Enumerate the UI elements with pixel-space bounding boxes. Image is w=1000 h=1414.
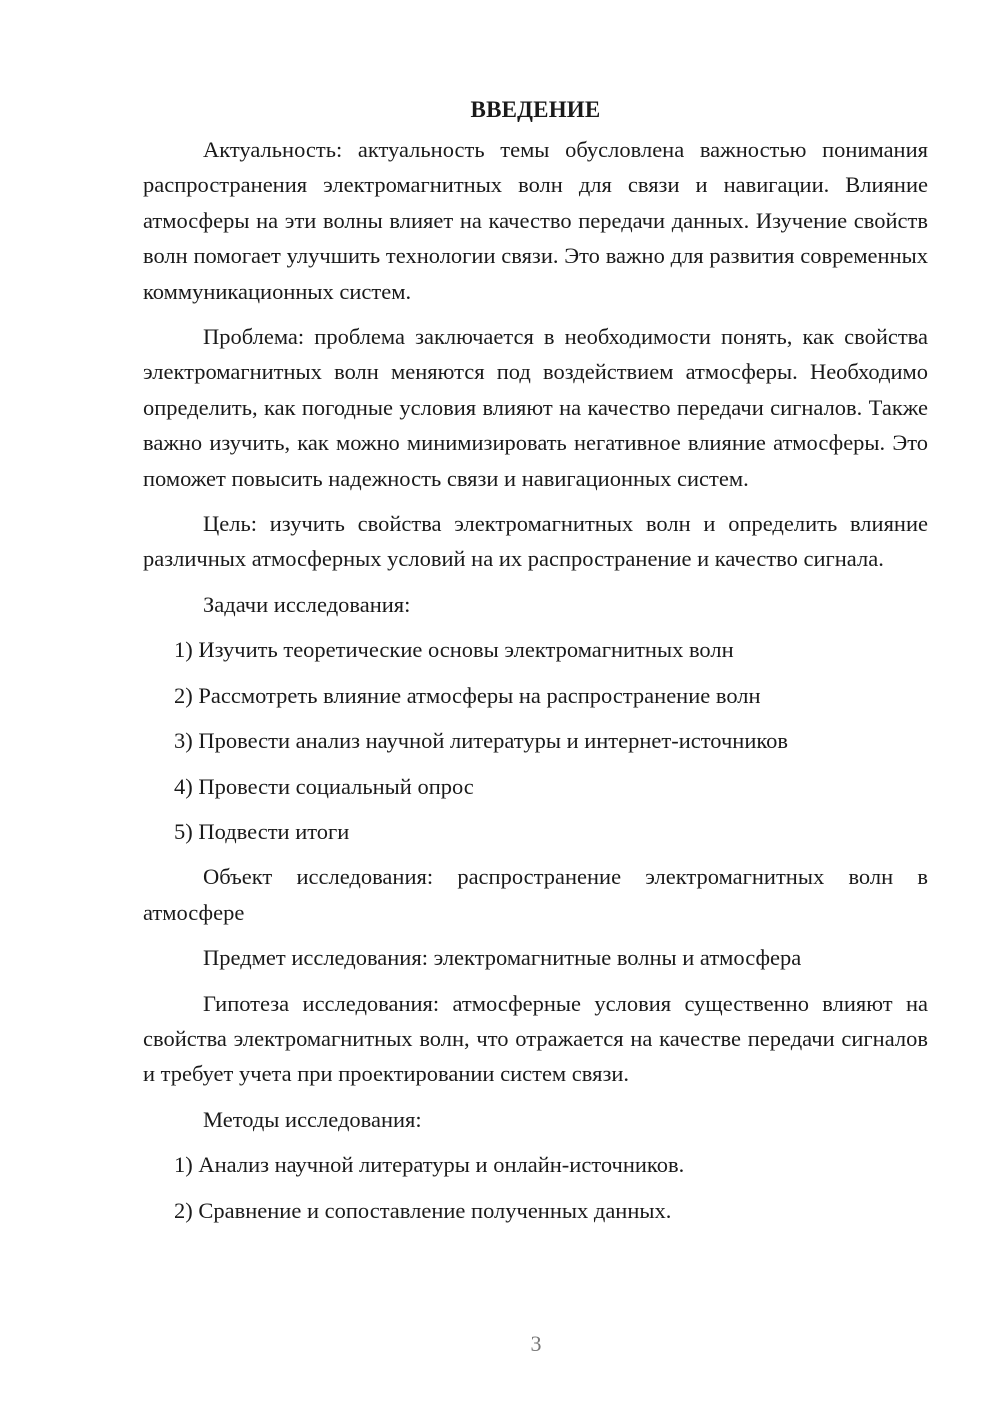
hypothesis-paragraph: Гипотеза исследования: атмосферные условия существенно влияют на свойства электромагнитных волн, что отражается на качестве передачи сигналов и требует учета при проектировании систем связи. [143, 990, 928, 1087]
page-title: ВВЕДЕНИЕ [470, 97, 601, 122]
tasks-heading: Задачи исследования: [203, 591, 411, 617]
task-item: 1) Изучить теоретические основы электромагнитных волн [174, 637, 734, 663]
tasks-list [143, 632, 928, 849]
object-paragraph: Объект исследования: распространение электромагнитных волн в атмосфере [143, 864, 928, 925]
task-item: 4) Провести социальный опрос [174, 773, 474, 799]
problem-paragraph: Проблема: проблема заключается в необходимости понять, как свойства электромагнитных волн меняются под воздействием атмосферы. Необходимо определить, как погодные условия влияют на качество передачи сигналов. Также важно изучить, как можно минимизировать негативное влияние атмосферы. Это поможет повысить надежность связи и навигационных систем. [143, 324, 928, 491]
method-item: 1) Анализ научной литературы и онлайн-источников. [174, 1152, 685, 1178]
document-page [143, 92, 928, 1238]
task-item: 3) Провести анализ научной литературы и интернет-источников [174, 728, 789, 754]
task-item: 2) Рассмотреть влияние атмосферы на распространение волн [174, 682, 761, 708]
page-number: 3 [530, 1331, 542, 1356]
method-item: 2) Сравнение и сопоставление полученных данных. [174, 1197, 672, 1223]
subject-paragraph: Предмет исследования: электромагнитные волны и атмосфера [203, 945, 802, 971]
methods-list [143, 1147, 928, 1228]
methods-heading: Методы исследования: [203, 1106, 422, 1132]
task-item: 5) Подвести итоги [174, 818, 350, 844]
relevance-paragraph: Актуальность: актуальность темы обусловлена важностью понимания распространения электромагнитных волн для связи и навигации. Влияние атмосферы на эти волны влияет на качество передачи данных. Изучение свойств волн помогает улучшить технологии связи. Это важно для развития современных коммуникационных систем. [143, 137, 928, 304]
goal-paragraph: Цель: изучить свойства электромагнитных волн и определить влияние различных атмосферных условий на их распространение и качество сигнала. [143, 511, 928, 572]
